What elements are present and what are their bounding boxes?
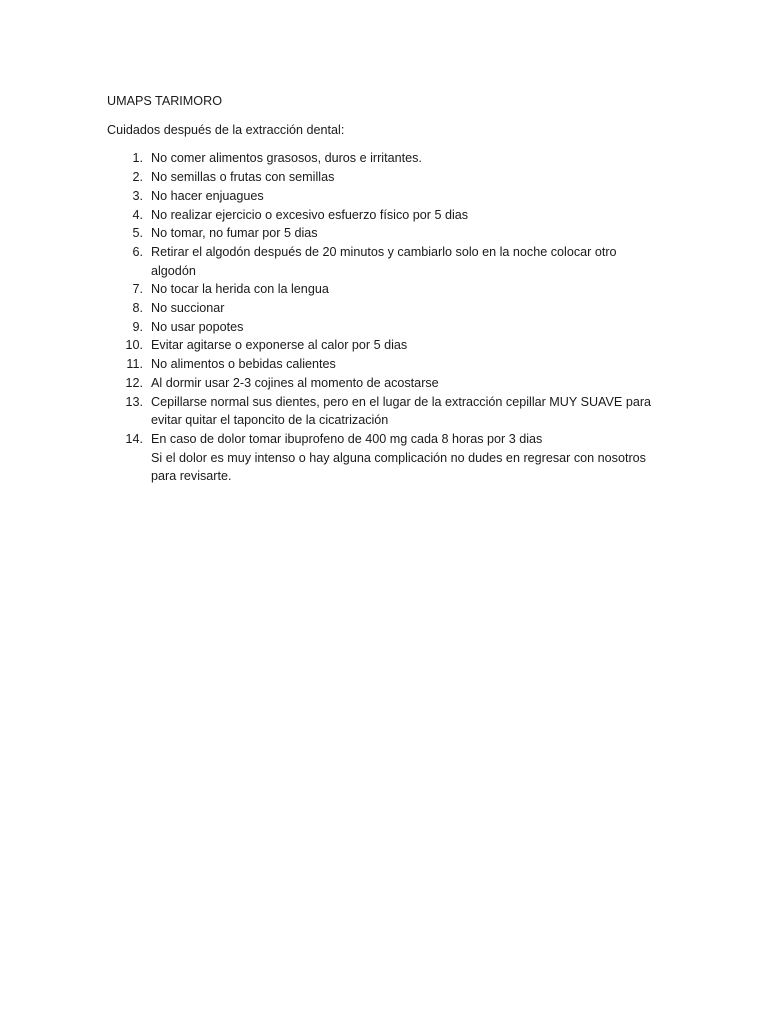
list-item-text: No alimentos o bebidas calientes bbox=[151, 357, 336, 372]
list-item-number: 1. bbox=[132, 151, 143, 166]
list-item-text: No tocar la herida con la lengua bbox=[151, 282, 329, 297]
list-item-text: No comer alimentos grasosos, duros e irritantes. bbox=[151, 151, 422, 166]
list-item bbox=[107, 224, 652, 243]
list-item-number: 3. bbox=[132, 188, 143, 203]
closing-note: Si el dolor es muy intenso o hay alguna complicación no dudes en regresar con nosotros para revisarte. bbox=[151, 450, 646, 484]
list-item-text: Retirar el algodón después de 20 minutos y cambiarlo solo en la noche colocar otro algodón bbox=[151, 244, 617, 278]
document-intro: Cuidados después de la extracción dental: bbox=[107, 122, 345, 137]
list-item-number: 4. bbox=[132, 207, 143, 222]
list-item-text: No realizar ejercicio o excesivo esfuerzo físico por 5 dias bbox=[151, 207, 469, 222]
list-item-text: No tomar, no fumar por 5 dias bbox=[151, 226, 318, 241]
list-item-number: 14. bbox=[125, 431, 143, 446]
document-body bbox=[107, 92, 652, 486]
list-item-text: No semillas o frutas con semillas bbox=[151, 170, 335, 185]
list-item bbox=[107, 318, 652, 337]
list-item bbox=[107, 336, 652, 355]
list-item-text: No succionar bbox=[151, 301, 225, 316]
list-item-number: 11. bbox=[126, 357, 143, 372]
list-item-number: 10. bbox=[125, 338, 143, 353]
list-item-number: 2. bbox=[132, 170, 143, 185]
list-item bbox=[107, 168, 652, 187]
list-item-number: 5. bbox=[132, 226, 143, 241]
list-item-text: No hacer enjuagues bbox=[151, 188, 264, 203]
list-item bbox=[107, 280, 652, 299]
list-item-text: No usar popotes bbox=[151, 319, 244, 334]
list-item bbox=[107, 243, 652, 280]
list-item-number: 13. bbox=[125, 394, 143, 409]
list-item-number: 12. bbox=[125, 375, 143, 390]
list-item bbox=[107, 187, 652, 206]
list-item-number: 8. bbox=[132, 301, 143, 316]
document-heading: UMAPS TARIMORO bbox=[107, 94, 222, 108]
list-item-text: Cepillarse normal sus dientes, pero en el lugar de la extracción cepillar MUY SUAVE para evitar quitar el taponcito de la cicatrización bbox=[151, 394, 652, 428]
list-item bbox=[107, 430, 652, 449]
list-item-text: En caso de dolor tomar ibuprofeno de 400 mg cada 8 horas por 3 dias bbox=[151, 431, 543, 446]
list-item bbox=[107, 206, 652, 225]
list-item-number: 6. bbox=[132, 244, 143, 259]
list-item bbox=[107, 149, 652, 168]
list-item bbox=[107, 393, 652, 430]
list-item bbox=[107, 299, 652, 318]
list-item-number: 9. bbox=[132, 319, 143, 334]
care-instructions-list bbox=[107, 149, 652, 448]
list-item bbox=[107, 374, 652, 393]
list-item-number: 7. bbox=[132, 282, 143, 297]
list-item-text: Evitar agitarse o exponerse al calor por 5 dias bbox=[151, 338, 408, 353]
list-item bbox=[107, 355, 652, 374]
list-item-text: Al dormir usar 2-3 cojines al momento de acostarse bbox=[151, 375, 439, 390]
